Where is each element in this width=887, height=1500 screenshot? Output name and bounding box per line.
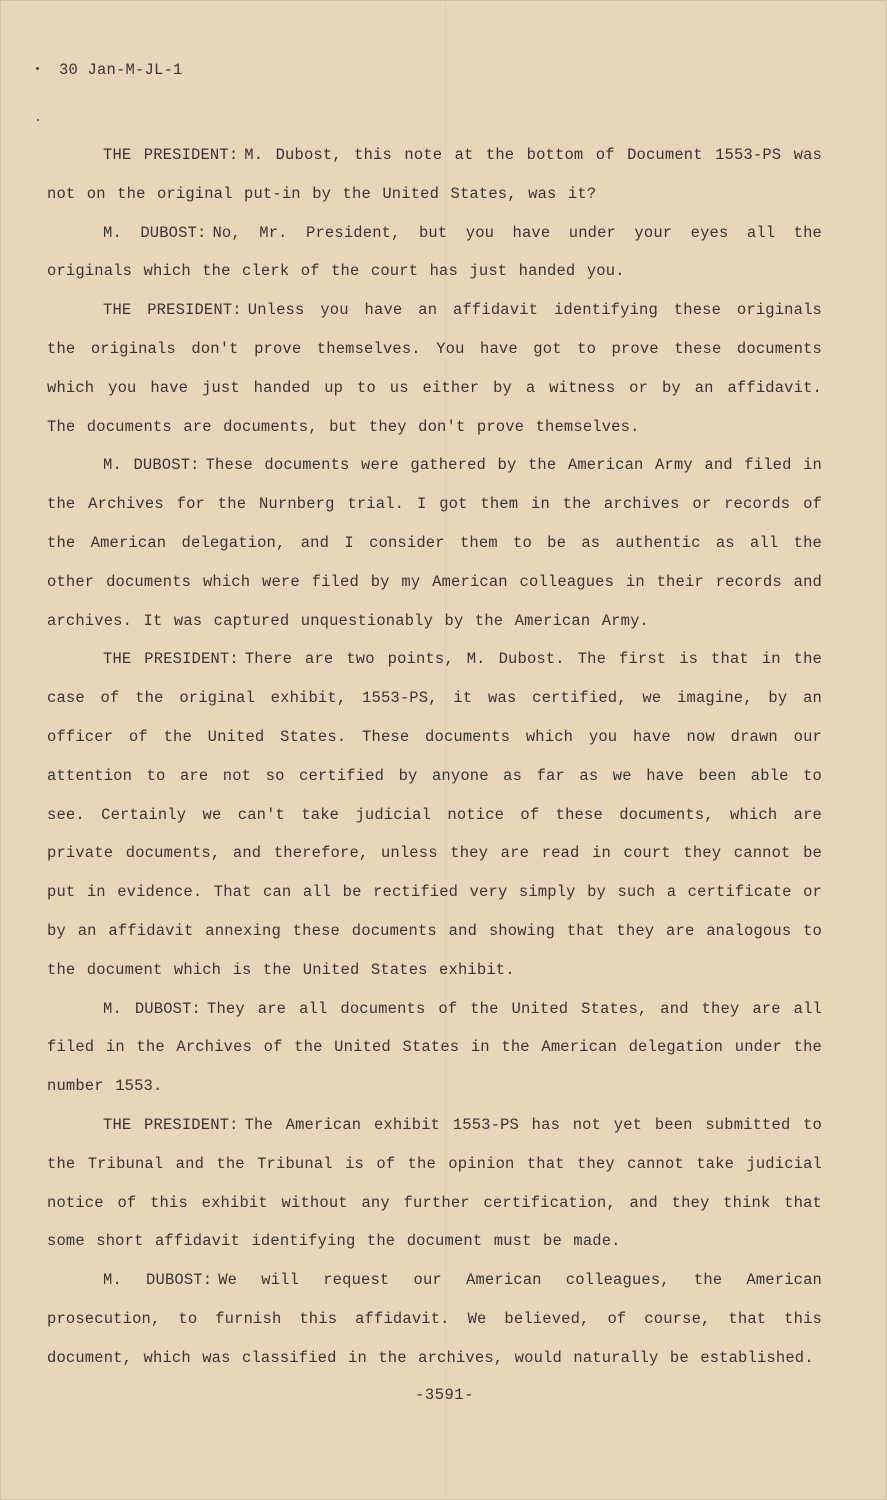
paragraph-text: There are two points, M. Dubost. The first is that in the case of the original exhibit, 1553-PS, it was certified, we imagine, by an officer of the United States. These documents which you have now drawn our attention to are not so certified by anyone as far as we have been able to see. Certainly we can't take judicial notice of these documents, which are private documents, and therefore, unless they are read in court they cannot be put in evidence. That can all be rectified very simply by such a certificate or by an affidavit annexing these documents and showing that they are analogous to the document which is the United States exhibit. — [47, 650, 822, 979]
paragraph — [47, 1261, 822, 1377]
paragraph-text: M. Dubost, this note at the bottom of Document 1553-PS was not on the original put-in by the United States, was it? — [47, 146, 822, 203]
speaker-label: M. DUBOST: — [103, 1271, 213, 1290]
speaker-label: THE PRESIDENT: — [103, 301, 242, 320]
paragraph-text: No, Mr. President, but you have under your eyes all the originals which the clerk of the court has just handed you. — [47, 223, 822, 281]
paragraph-text: Unless you have an affidavit identifying these originals the originals don't prove themselves. You have got to prove these documents which you have just handed up to us either by a witness or by an affidavit. The documents are documents, but they don't prove themselves. — [47, 301, 822, 436]
paragraph — [47, 990, 822, 1106]
paragraph-text: They are all documents of the United States, and they are all filed in the Archives of the United States in the American delegation under the number 1553. — [47, 999, 823, 1096]
speaker-label: THE PRESIDENT: — [103, 146, 239, 164]
transcript-body — [47, 136, 822, 1378]
speaker-label: M. DUBOST: — [103, 999, 202, 1018]
header-code: 30 Jan-M-JL-1 — [59, 61, 183, 79]
margin-dot — [37, 119, 39, 121]
paragraph-text: The American exhibit 1553-PS has not yet been submitted to the Tribunal and the Tribunal is of the opinion that they cannot take judicial notice of this exhibit without any further certification, and they think that some short affidavit identifying the document must be made. — [47, 1115, 823, 1251]
paragraph — [47, 446, 822, 640]
page-number: -3591- — [415, 1386, 474, 1404]
speaker-label: M. DUBOST: — [103, 223, 207, 242]
paragraph — [47, 1106, 822, 1261]
paragraph — [47, 291, 822, 446]
paragraph — [47, 640, 822, 989]
paragraph-text: We will request our American colleagues, the American prosecution, to furnish this affidavit. We believed, of course, that this document, which was classified in the archives, would naturally be established. — [47, 1271, 823, 1367]
paragraph — [47, 136, 822, 214]
speaker-label: THE PRESIDENT: — [103, 650, 239, 669]
header-bullet-dot — [36, 67, 39, 70]
paragraph — [47, 214, 822, 292]
speaker-label: M. DUBOST: — [103, 456, 200, 475]
speaker-label: THE PRESIDENT: — [103, 1115, 239, 1134]
paragraph-text: These documents were gathered by the American Army and filed in the Archives for the Nurnberg trial. I got them in the archives or records of the American delegation, and I consider them to be as authentic as all the other documents which were filed by my American colleagues in their records and archives. It was captured unquestionably by the American Army. — [47, 456, 822, 630]
